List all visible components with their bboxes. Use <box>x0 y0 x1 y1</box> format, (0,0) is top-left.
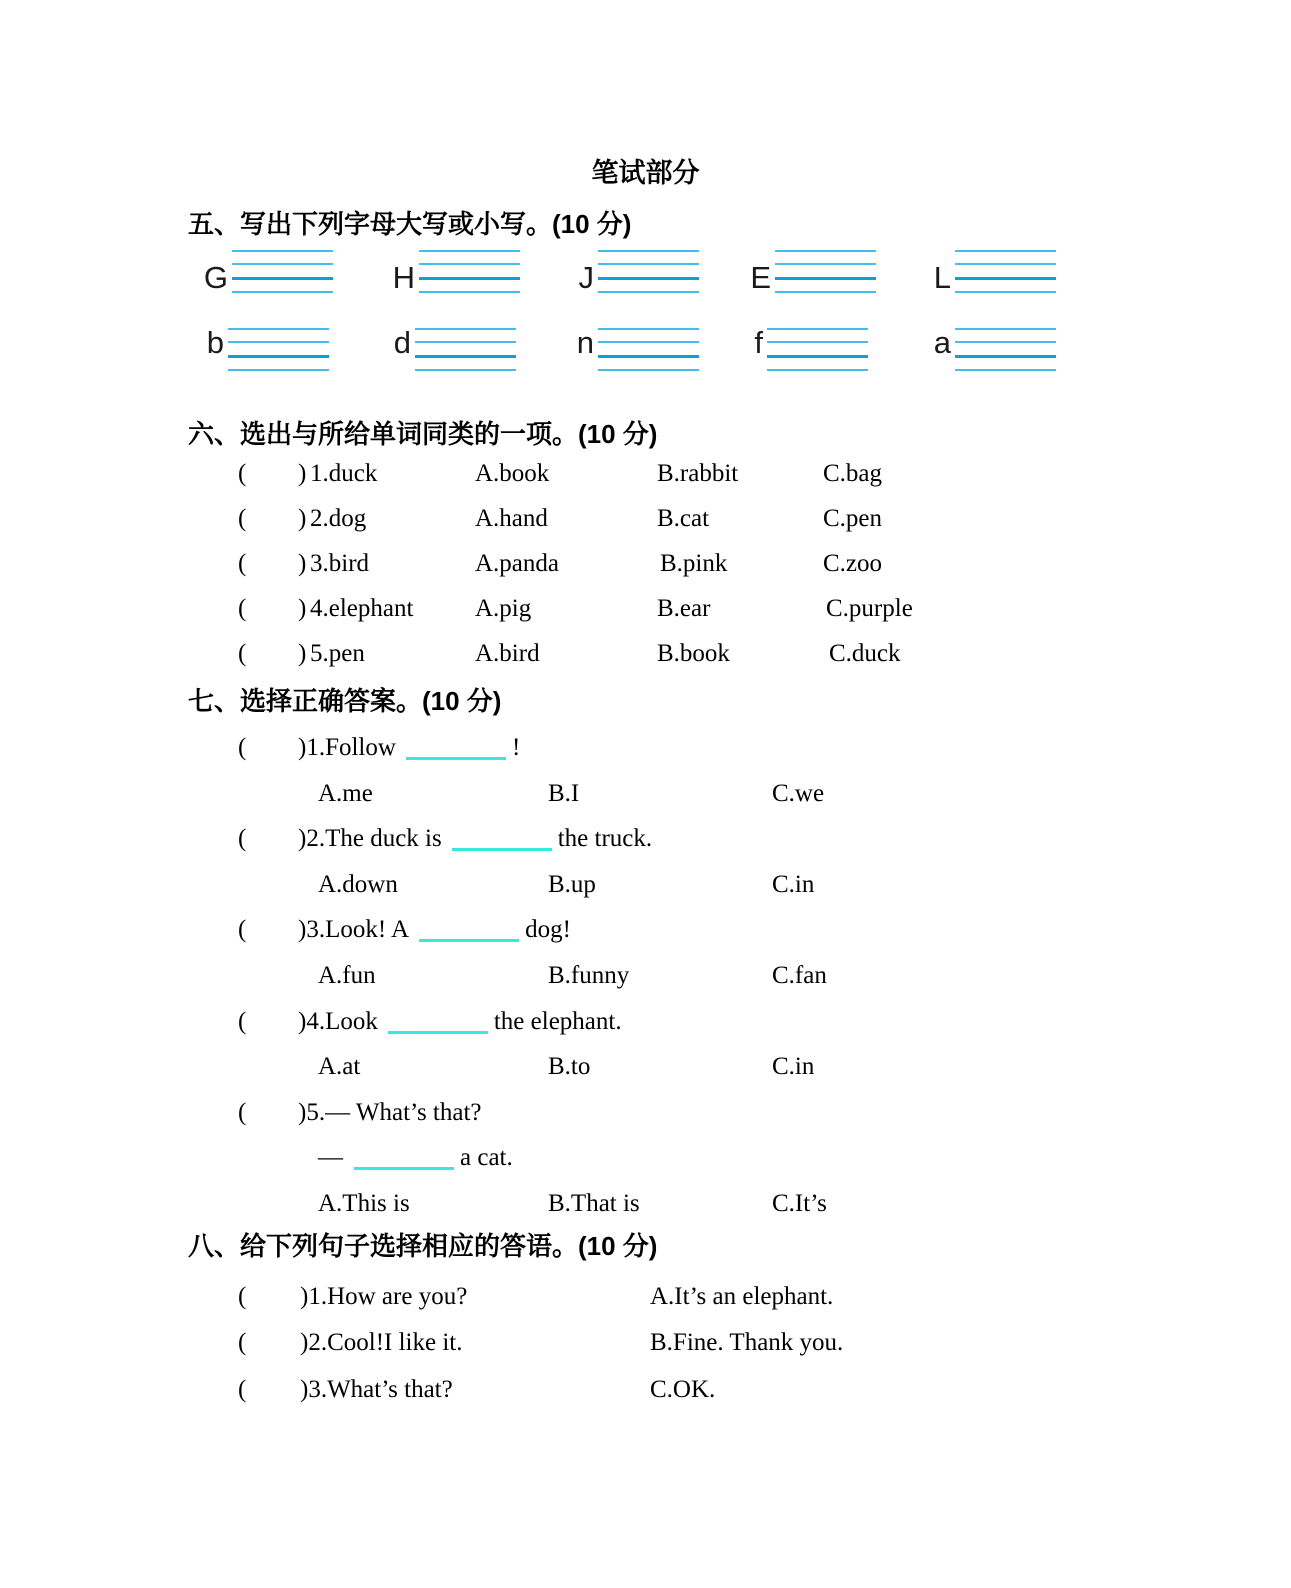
option-a: A.panda <box>475 550 559 577</box>
question-post: dog! <box>525 916 571 943</box>
answer-paren-open: ( <box>238 734 247 761</box>
answer-paren-close: ) <box>298 595 307 622</box>
answer-paren-close: ) <box>298 505 307 532</box>
question-pre: )4.Look <box>298 1008 378 1035</box>
option-a: A.book <box>475 460 550 487</box>
writing-lines <box>228 328 329 372</box>
question-text <box>298 913 571 947</box>
option-a: A.down <box>318 871 398 898</box>
practice-letter: E <box>750 260 771 295</box>
writing-line <box>775 277 876 280</box>
option-b: B.pink <box>660 550 728 577</box>
section-seven-heading: 七、选择正确答案。(10 分) <box>188 686 502 716</box>
writing-line <box>955 250 1056 252</box>
letter-practice-group <box>198 250 338 300</box>
question-stem: 4.elephant <box>310 595 414 622</box>
writing-line <box>228 369 329 371</box>
letter-practice-group <box>564 325 704 378</box>
answer-paren-open: ( <box>238 1008 247 1035</box>
option-c: C.in <box>772 871 815 898</box>
writing-lines <box>598 328 699 372</box>
question-pre: )2.The duck is <box>298 825 442 852</box>
answer-paren-open: ( <box>238 1376 247 1403</box>
question-text <box>298 1005 622 1039</box>
practice-letter: f <box>754 325 763 360</box>
question-text <box>318 1141 513 1175</box>
option-b: B.I <box>548 780 580 807</box>
practice-letter: d <box>393 325 411 360</box>
answer-paren-open: ( <box>238 595 247 622</box>
option-c: C.pen <box>823 505 883 532</box>
practice-letter: H <box>392 260 415 295</box>
option-a: A.hand <box>475 505 548 532</box>
writing-line <box>415 369 516 371</box>
question-pre: )1.Follow <box>298 734 396 761</box>
question-pre: )3.Look! A <box>298 916 410 943</box>
match-question: )1.How are you? <box>300 1283 468 1310</box>
letter-practice-group <box>385 250 525 300</box>
writing-line <box>955 355 1056 358</box>
option-a: A.This is <box>318 1190 410 1217</box>
answer-paren-open: ( <box>238 1329 247 1356</box>
option-a: A.at <box>318 1053 361 1080</box>
answer-paren-close: ) <box>298 460 307 487</box>
writing-line <box>232 250 333 252</box>
match-question: )2.Cool!I like it. <box>300 1329 463 1356</box>
option-a: A.pig <box>475 595 532 622</box>
option-b: B.ear <box>657 595 711 622</box>
writing-line <box>955 263 1056 265</box>
writing-line <box>598 291 699 293</box>
writing-line <box>955 291 1056 293</box>
writing-line <box>228 355 329 358</box>
option-b: B.book <box>657 640 730 667</box>
section-five-heading: 五、写出下列字母大写或小写。(10 分) <box>188 209 632 239</box>
answer-blank <box>354 1147 454 1170</box>
writing-line <box>419 250 520 252</box>
practice-letter: L <box>933 260 951 295</box>
option-b: B.funny <box>548 962 630 989</box>
match-answer: B.Fine. Thank you. <box>650 1329 844 1356</box>
practice-letter: J <box>578 260 594 295</box>
writing-line <box>955 277 1056 280</box>
letter-practice-group <box>741 250 881 300</box>
writing-line <box>415 355 516 358</box>
writing-line <box>767 369 868 371</box>
answer-paren-open: ( <box>238 825 247 852</box>
question-stem: 1.duck <box>310 460 378 487</box>
writing-line <box>228 328 329 330</box>
writing-lines <box>415 328 516 372</box>
answer-paren-open: ( <box>238 1283 247 1310</box>
page-title: 笔试部分 <box>591 158 700 188</box>
question-post: the elephant. <box>493 1008 622 1035</box>
writing-line <box>419 263 520 265</box>
writing-line <box>955 341 1056 343</box>
writing-line <box>419 277 520 280</box>
writing-line <box>415 328 516 330</box>
question-stem: 3.bird <box>310 550 370 577</box>
writing-line <box>775 263 876 265</box>
option-b: B.up <box>548 871 596 898</box>
writing-line <box>419 291 520 293</box>
writing-line <box>598 277 699 280</box>
option-b: B.That is <box>548 1190 640 1217</box>
writing-line <box>767 328 868 330</box>
option-c: C.zoo <box>823 550 883 577</box>
answer-paren-open: ( <box>238 550 247 577</box>
question-stem: 2.dog <box>310 505 367 532</box>
question-text <box>298 822 652 856</box>
writing-line <box>598 369 699 371</box>
practice-letter: G <box>203 260 228 295</box>
writing-lines <box>419 250 520 294</box>
question-stem: 5.pen <box>310 640 365 667</box>
letter-practice-group <box>921 250 1061 300</box>
answer-blank <box>452 828 552 851</box>
answer-paren-close: ) <box>298 640 307 667</box>
option-c: C.duck <box>829 640 901 667</box>
section-eight-heading: 八、给下列句子选择相应的答语。(10 分) <box>188 1231 658 1261</box>
answer-blank <box>388 1011 488 1034</box>
answer-blank <box>419 919 519 942</box>
match-answer: C.OK. <box>650 1376 716 1403</box>
writing-line <box>775 250 876 252</box>
writing-line <box>598 341 699 343</box>
letter-practice-group <box>381 325 521 378</box>
writing-line <box>955 369 1056 371</box>
option-b: B.cat <box>657 505 710 532</box>
answer-paren-open: ( <box>238 1099 247 1126</box>
writing-lines <box>955 250 1056 294</box>
option-c: C.fan <box>772 962 827 989</box>
writing-line <box>955 328 1056 330</box>
writing-line <box>232 263 333 265</box>
writing-lines <box>598 250 699 294</box>
question-post: a cat. <box>460 1144 513 1171</box>
question-text: )5.— What’s that? <box>298 1099 482 1126</box>
answer-paren-open: ( <box>238 640 247 667</box>
writing-line <box>598 250 699 252</box>
writing-line <box>232 291 333 293</box>
writing-lines <box>232 250 333 294</box>
question-text <box>298 731 520 765</box>
writing-line <box>598 355 699 358</box>
section-six-heading: 六、选出与所给单词同类的一项。(10 分) <box>188 419 658 449</box>
answer-paren-open: ( <box>238 460 247 487</box>
question-post: the truck. <box>557 825 653 852</box>
letter-practice-group <box>564 250 704 300</box>
option-a: A.bird <box>475 640 540 667</box>
writing-line <box>775 291 876 293</box>
letter-practice-group <box>733 325 873 378</box>
answer-blank <box>406 737 506 760</box>
practice-letter: n <box>576 325 594 360</box>
question-post: ! <box>511 734 521 761</box>
writing-line <box>598 328 699 330</box>
option-a: A.fun <box>318 962 376 989</box>
option-a: A.me <box>318 780 373 807</box>
writing-lines <box>955 328 1056 372</box>
answer-paren-close: ) <box>298 550 307 577</box>
writing-lines <box>775 250 876 294</box>
option-c: C.It’s <box>772 1190 827 1217</box>
em-dash: — <box>318 1144 343 1171</box>
writing-line <box>598 263 699 265</box>
match-question: )3.What’s that? <box>300 1376 453 1403</box>
practice-letter: a <box>933 325 951 360</box>
writing-line <box>228 341 329 343</box>
option-c: C.purple <box>826 595 913 622</box>
writing-lines <box>767 328 868 372</box>
practice-letter: b <box>206 325 224 360</box>
option-b: B.to <box>548 1053 591 1080</box>
option-c: C.we <box>772 780 825 807</box>
option-b: B.rabbit <box>657 460 739 487</box>
letter-practice-group <box>921 325 1061 378</box>
option-c: C.bag <box>823 460 883 487</box>
option-c: C.in <box>772 1053 815 1080</box>
answer-paren-open: ( <box>238 505 247 532</box>
writing-line <box>767 355 868 358</box>
answer-paren-open: ( <box>238 916 247 943</box>
writing-line <box>415 341 516 343</box>
letter-practice-group <box>194 325 334 378</box>
writing-line <box>767 341 868 343</box>
writing-line <box>232 277 333 280</box>
match-answer: A.It’s an elephant. <box>650 1283 834 1310</box>
